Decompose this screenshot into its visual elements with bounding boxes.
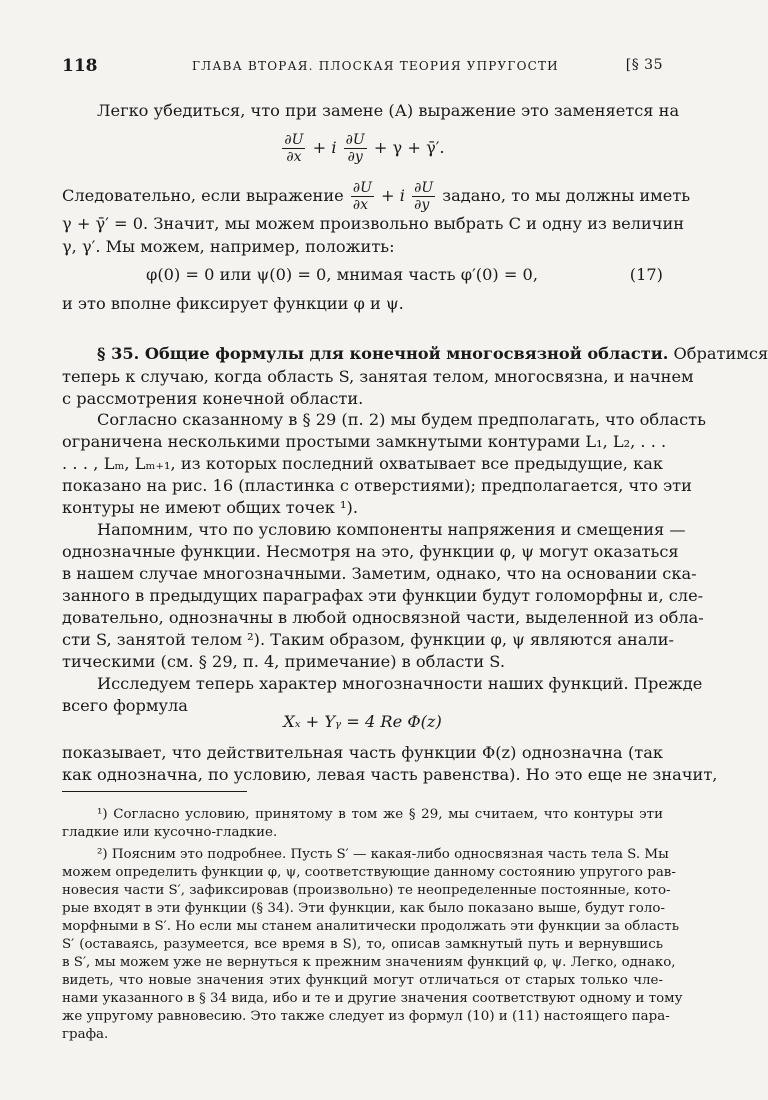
footnote-2-line: видеть, что новые значения этих функций могут отличаться от старых только чле- (62, 973, 663, 988)
text-line: показывает, что действительная часть функции Φ(z) однозначна (так (62, 743, 663, 762)
text-line: теперь к случаю, когда область S, занятая телом, многосвязна, и начнем (62, 367, 694, 386)
footnote-1-line: гладкие или кусочно-гладкие. (62, 825, 278, 840)
text-line: тическими (см. § 29, п. 4, примечание) в области S. (62, 652, 505, 671)
footnote-divider (62, 791, 247, 792)
text-line: γ, γ′. Мы можем, например, положить: (62, 237, 395, 256)
running-title: ГЛАВА ВТОРАЯ. ПЛОСКАЯ ТЕОРИЯ УПРУГОСТИ (192, 59, 559, 73)
footnote-1-line: ¹) Согласно условию, принятому в том же § 29, мы считаем, что контуры эти (97, 807, 663, 822)
text-line-with-fraction: Следовательно, если выражение $\frac{\partial U}{\partial x}$ + i $\frac{\partial U}{\partial y}$ задано, то мы должны иметь (62, 180, 691, 213)
equation-17-body: φ(0) = 0 или ψ(0) = 0, мнимая часть φ′(0) = 0, (146, 265, 538, 284)
text-line: как однозначна, по условию, левая часть равенства). Но это еще не значит, (62, 765, 718, 784)
footnote-2-line: в S′, мы можем уже не вернуться к прежним значениям функций φ, ψ. Легко, однако, (62, 955, 676, 970)
text-line: и это вполне фиксирует функции φ и ψ. (62, 294, 404, 313)
footnote-2-line: же упругому равновесию. Это также следует из формул (10) и (11) настоящего пара- (62, 1009, 670, 1024)
text-line: всего формула (62, 696, 188, 715)
footnote-2-line: нами указанного в § 34 вида, ибо и те и другие значения соответствуют одному и тому (62, 991, 683, 1006)
footnote-2-line: ²) Поясним это подробнее. Пусть S′ — какая-либо односвязная часть тела S. Мы (97, 847, 669, 862)
equation-derivative-sum: $\frac{\partial U}{\partial x}$ + i $\frac{\partial U}{\partial y}$ + γ + γ̄′. (284, 132, 445, 165)
text-line: довательно, однозначны в любой односвязной части, выделенной из обла- (62, 608, 704, 627)
text-line: однозначные функции. Несмотря на это, функции φ, ψ могут оказаться (62, 542, 679, 561)
footnote-2-line: можем определить функции φ, ψ, соответствующие данному состоянию упругого рав- (62, 865, 676, 880)
text-line: γ + γ̄′ = 0. Значит, мы можем произвольно выбрать C и одну из величин (62, 214, 685, 233)
equation-xy-sum: Xₓ + Yᵧ = 4 Re Φ(z) (283, 712, 442, 731)
text-line: Согласно сказанному в § 29 (п. 2) мы будем предполагать, что область (97, 410, 706, 429)
section-marker: [§ 35 (625, 57, 663, 73)
text-line: Легко убедиться, что при замене (А) выражение это заменяется на (97, 101, 680, 120)
text-line: в нашем случае многозначными. Заметим, однако, что на основании ска- (62, 564, 697, 583)
text-line: с рассмотрения конечной области. (62, 389, 364, 408)
footnote-2-line: S′ (оставаясь, разумеется, все время в S), то, описав замкнутый путь и вернувшись (62, 937, 663, 952)
footnote-2-line: морфными в S′. Но если мы станем аналитически продолжать эти функции за область (62, 919, 680, 934)
text-line: Напомним, что по условию компоненты напряжения и смещения — (97, 520, 686, 539)
text-line: показано на рис. 16 (пластинка с отверстиями); предполагается, что эти (62, 476, 692, 495)
text-line: занного в предыдущих параграфах эти функции будут голоморфны и, сле- (62, 586, 704, 605)
footnote-2-line: графа. (62, 1027, 109, 1042)
footnote-2-line: новесия части S′, зафиксировав (произвольно) те неопределенные постоянные, кото- (62, 883, 671, 898)
page-number: 118 (62, 56, 98, 76)
text-line: . . . , Lₘ, Lₘ₊₁, из которых последний охватывает все предыдущие, как (62, 454, 663, 473)
text-line: ограничена несколькими простыми замкнутыми контурами L₁, L₂, . . . (62, 432, 667, 451)
text-line: контуры не имеют общих точек ¹). (62, 498, 358, 517)
equation-number: (17) (629, 265, 663, 284)
text-line: Исследуем теперь характер многозначности наших функций. Прежде (97, 674, 703, 693)
section-heading-line: § 35. Общие формулы для конечной многосвязной области. Обратимся (97, 344, 768, 363)
text-line: сти S, занятой телом ²). Таким образом, функции φ, ψ являются анали- (62, 630, 674, 649)
page-header (62, 56, 663, 80)
footnote-2-line: рые входят в эти функции (§ 34). Эти функции, как было показано выше, будут голо- (62, 901, 665, 916)
section-title: § 35. Общие формулы для конечной многосвязной области. (97, 344, 669, 363)
